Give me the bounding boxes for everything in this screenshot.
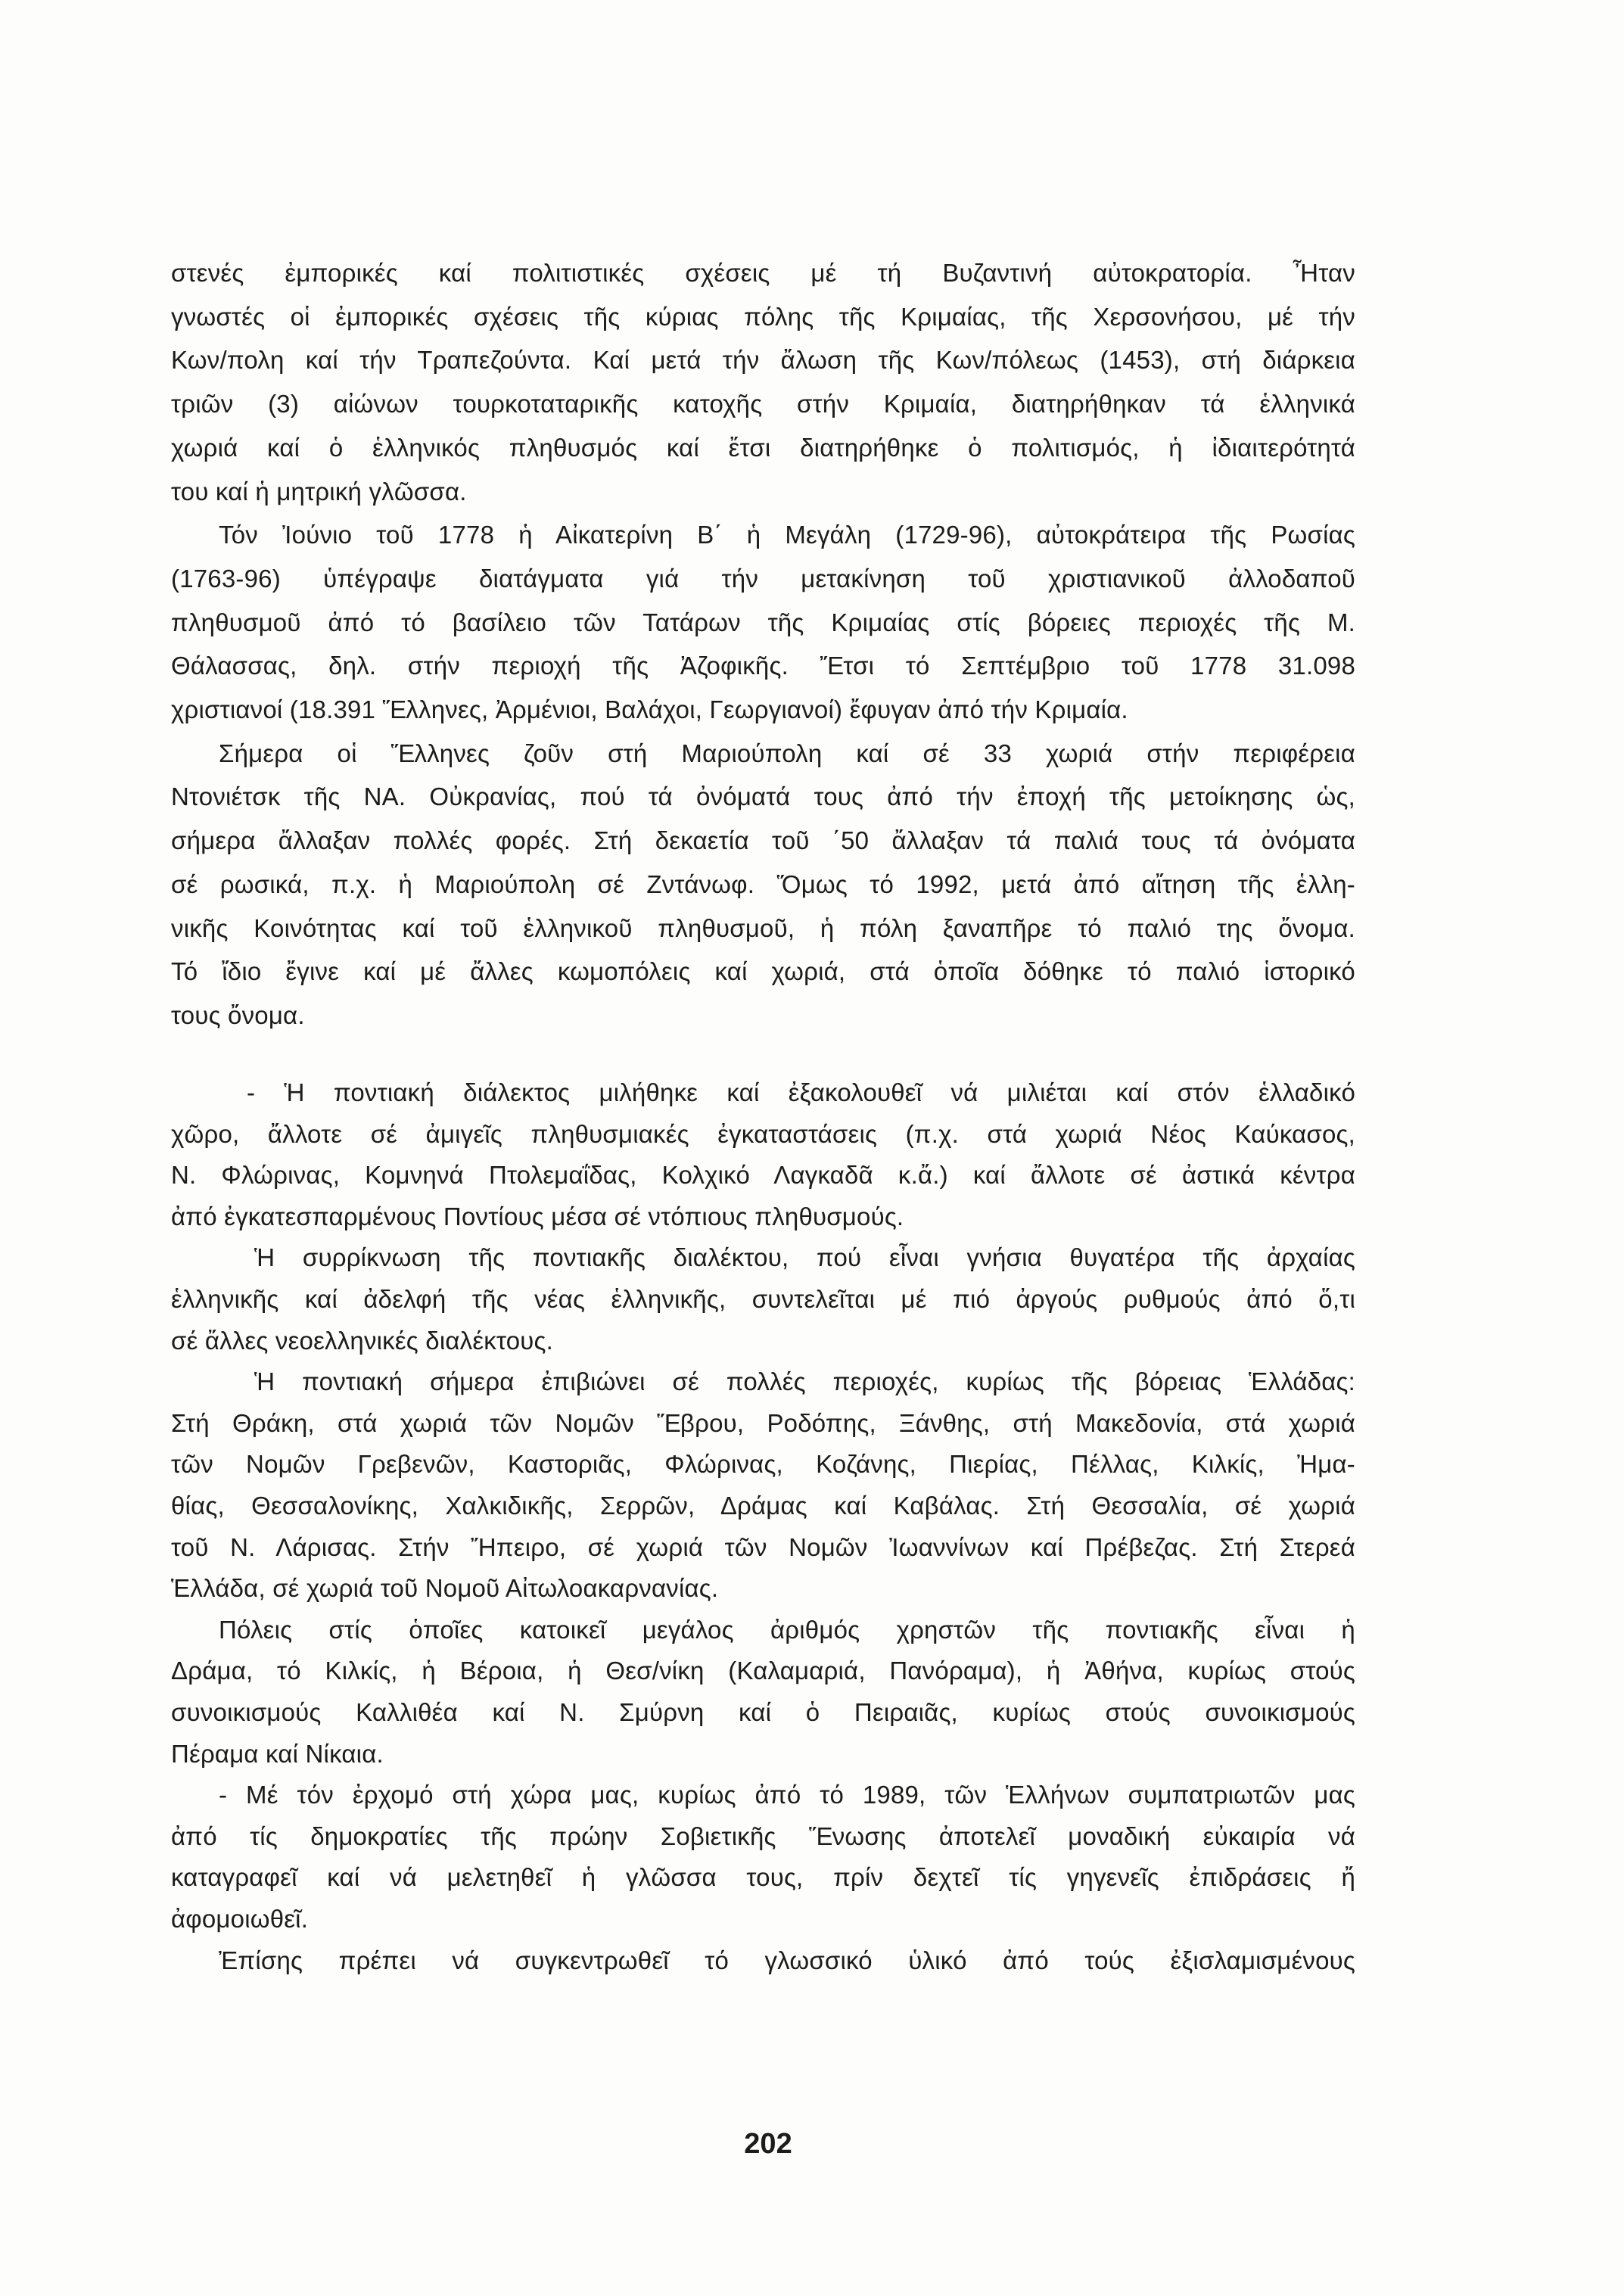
text-line: Ἡ συρρίκνωση τῆς ποντιακῆς διαλέκτου, πού εἶναι γνήσια θυγατέρα τῆς ἀρχαίας [254,1243,1355,1271]
text-line: χῶρο, ἄλλοτε σέ ἀμιγεῖς πληθυσμιακές ἐγκαταστάσεις (π.χ. στά χωριά Νέος Καύκασος, [171,1120,1355,1148]
text-line: στενές ἐμπορικές καί πολιτιστικές σχέσεις μέ τή Βυζαντινή αὐτοκρατορία. Ἦταν [171,259,1355,287]
text-line: ἀφομοιωθεῖ. [171,1905,309,1933]
text-line: Ἡ ποντιακή σήμερα ἐπιβιώνει σέ πολλές περιοχές, κυρίως τῆς βόρειας Ἑλλάδας: [254,1367,1355,1395]
text-line: - Μέ τόν ἐρχομό στή χώρα μας, κυρίως ἀπό τό 1989, τῶν Ἑλλήνων συμπατριωτῶν μας [219,1781,1355,1809]
page-number: 202 [744,2128,792,2160]
text-line: πληθυσμοῦ ἀπό τό βασίλειο τῶν Τατάρων τῆς Κριμαίας στίς βόρειες περιοχές τῆς Μ. [171,608,1355,636]
text-line: σέ ἄλλες νεοελληνικές διαλέκτους. [171,1327,553,1355]
text-line: Κων/πολη καί τήν Τραπεζούντα. Καί μετά τήν ἄλωση τῆς Κων/πόλεως (1453), στή διάρκεια [171,346,1355,374]
text-line: ἑλληνικῆς καί ἀδελφή τῆς νέας ἑλληνικῆς, συντελεῖται μέ πιό ἀργούς ρυθμούς ἀπό ὅ,τι [171,1285,1355,1313]
text-line: Ἐπίσης πρέπει νά συγκεντρωθεῖ τό γλωσσικό ὑλικό ἀπό τούς ἐξισλαμισμένους [219,1946,1355,1974]
text-line: σήμερα ἄλλαξαν πολλές φορές. Στή δεκαετία τοῦ ΄50 ἄλλαξαν τά παλιά τους τά ὀνόματα [171,826,1355,854]
text-line: Θάλασσας, δηλ. στήν περιοχή τῆς Ἀζοφικῆς. Ἔτσι τό Σεπτέμβριο τοῦ 1778 31.098 [171,652,1355,680]
text-line: Ν. Φλώρινας, Κομνηνά Πτολεμαΐδας, Κολχικό Λαγκαδᾶ κ.ἄ.) καί ἄλλοτε σέ ἀστικά κέντρα [171,1161,1355,1189]
text-line: Στή Θράκη, στά χωριά τῶν Νομῶν Ἕβρου, Ροδόπης, Ξάνθης, στή Μακεδονία, στά χωριά [171,1409,1355,1437]
text-line: γνωστές οἱ ἐμπορικές σχέσεις τῆς κύριας πόλης τῆς Κριμαίας, τῆς Χερσονήσου, μέ τήν [171,303,1355,331]
text-line: νικῆς Κοινότητας καί τοῦ ἑλληνικοῦ πληθυσμοῦ, ἡ πόλη ξαναπῆρε τό παλιό της ὄνομα. [171,914,1355,942]
text-line: Τόν Ἰούνιο τοῦ 1778 ἡ Αἰκατερίνη Β΄ ἡ Μεγάλη (1729-96), αὐτοκράτειρα τῆς Ρωσίας [219,521,1355,549]
text-line: χριστιανοί (18.391 Ἕλληνες, Ἀρμένιοι, Βαλάχοι, Γεωργιανοί) ἔφυγαν ἀπό τήν Κριμαία. [171,695,1128,723]
text-line: καταγραφεῖ καί νά μελετηθεῖ ἡ γλῶσσα τους, πρίν δεχτεῖ τίς γηγενεῖς ἐπιδράσεις ἤ [171,1863,1355,1891]
text-line: - Ἡ ποντιακή διάλεκτος μιλήθηκε καί ἐξακολουθεῖ νά μιλιέται καί στόν ἑλλαδικό [247,1078,1355,1106]
text-line: Πόλεις στίς ὁποῖες κατοικεῖ μεγάλος ἀριθμός χρηστῶν τῆς ποντιακῆς εἶναι ἡ [219,1616,1355,1644]
text-line: Σήμερα οἱ Ἕλληνες ζοῦν στή Μαριούπολη καί σέ 33 χωριά στήν περιφέρεια [219,739,1355,767]
text-line: συνοικισμούς Καλλιθέα καί Ν. Σμύρνη καί ὁ Πειραιᾶς, κυρίως στούς συνοικισμούς [171,1698,1355,1726]
text-line: Πέραμα καί Νίκαια. [171,1740,384,1768]
text-line: τριῶν (3) αἰώνων τουρκοταταρικῆς κατοχῆς στήν Κριμαία, διατηρήθηκαν τά ἑλληνικά [171,390,1355,418]
text-line: Ἑλλάδα, σέ χωριά τοῦ Νομοῦ Αἰτωλοακαρνανίας. [171,1574,719,1602]
text-line: τῶν Νομῶν Γρεβενῶν, Καστοριᾶς, Φλώρινας, Κοζάνης, Πιερίας, Πέλλας, Κιλκίς, Ἠμα- [171,1450,1355,1478]
text-line: σέ ρωσικά, π.χ. ἡ Μαριούπολη σέ Ζντάνωφ. Ὅμως τό 1992, μετά ἀπό αἴτηση τῆς ἑλλη- [171,870,1355,898]
text-line: ἀπό τίς δημοκρατίες τῆς πρώην Σοβιετικῆς Ἕνωσης ἀποτελεῖ μοναδική εὐκαιρία νά [171,1822,1355,1850]
text-line: Ντονιέτσκ τῆς ΝΑ. Οὐκρανίας, πού τά ὀνόματά τους ἀπό τήν ἐποχή τῆς μετοίκησης ὡς, [171,782,1355,810]
text-line: Δράμα, τό Κιλκίς, ἡ Βέροια, ἡ Θεσ/νίκη (Καλαμαριά, Πανόραμα), ἡ Ἀθήνα, κυρίως στούς [171,1657,1355,1685]
text-line: τοῦ Ν. Λάρισας. Στήν Ἤπειρο, σέ χωριά τῶν Νομῶν Ἰωαννίνων καί Πρέβεζας. Στή Στερεά [171,1533,1355,1561]
text-line: ἀπό ἐγκατεσπαρμένους Ποντίους μέσα σέ ντόπιους πληθυσμούς. [171,1202,904,1230]
text-line: Τό ἴδιο ἔγινε καί μέ ἄλλες κωμοπόλεις καί χωριά, στά ὁποῖα δόθηκε τό παλιό ἱστορικό [171,957,1355,985]
text-line: (1763-96) ὑπέγραψε διατάγματα γιά τήν μετακίνηση τοῦ χριστιανικοῦ ἀλλοδαποῦ [171,565,1355,593]
text-line: θίας, Θεσσαλονίκης, Χαλκιδικῆς, Σερρῶν, Δράμας καί Καβάλας. Στή Θεσσαλία, σέ χωριά [171,1492,1355,1520]
text-line: χωριά καί ὁ ἑλληνικός πληθυσμός καί ἔτσι διατηρήθηκε ὁ πολιτισμός, ἡ ἰδιαιτερότητά [171,434,1355,462]
text-line: του καί ἡ μητρική γλῶσσα. [171,478,467,506]
text-line: τους ὄνομα. [171,1001,305,1029]
